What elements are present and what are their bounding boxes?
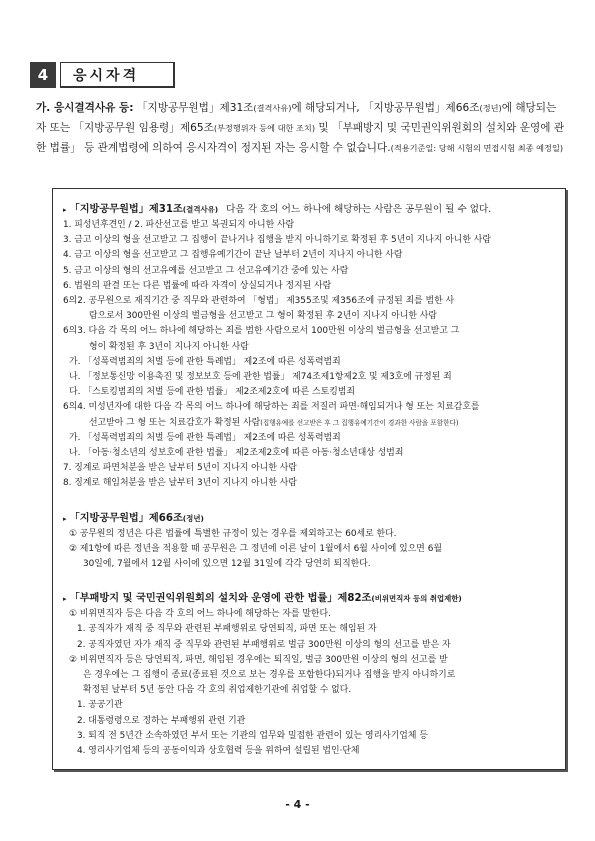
law-item (63, 729, 555, 744)
law-item-text: 은 경우에는 그 집행이 종료(종료된 것으로 보는 경우를 포함한다)되거나 집행을 받지 아니하기로 (83, 670, 456, 681)
law-item (63, 653, 555, 668)
law1-desc: 다음 각 호의 어느 하나에 해당하는 사람은 공무원이 될 수 없다. (226, 204, 492, 215)
law3-title: 「부패방지 및 국민권익위원회의 설치와 운영에 관한 법률」제82조 (69, 593, 372, 605)
law-item-text: 7. 징계로 파면처분을 받은 날부터 5년이 지나지 아니한 사람 (63, 463, 297, 474)
intro-text-3: 에 해당되는 자 또는 「지방공무원 임용령」제65조 (36, 102, 557, 134)
law-item (63, 355, 555, 370)
law-item-text: 1. 공직자가 재직 중 직무와 관련된 부패행위로 당연퇴직, 파면 또는 해임된 자 (77, 624, 377, 635)
law2-heading (63, 509, 555, 524)
law2-title-small: (정년) (182, 513, 204, 523)
law-item (63, 622, 555, 637)
law-item-text: 다. 「스토킹범죄의 처벌 등에 관한 법률」 제2조제2호에 따른 스토킹범죄 (69, 387, 355, 398)
law-item-text: 2. 대통령령으로 정하는 부패행위 관련 기관 (77, 715, 246, 726)
law-item (63, 476, 555, 491)
law-item-text: 가. 「성폭력범죄의 처벌 등에 관한 특례법」 제2조에 따른 성폭력범죄 (69, 432, 341, 443)
law-item-text: 가. 「성폭력범죄의 처벌 등에 관한 특례법」 제2조에 따른 성폭력범죄 (69, 356, 341, 367)
intro-text-1: 「지방공무원법」제31조 (133, 102, 254, 114)
intro-small-4: (적용기준일: 당해 시험의 면접시험 최종 예정일) (390, 143, 564, 153)
law-item-text: ② 제1항에 따른 정년을 적용할 때 공무원은 그 정년에 이른 날이 1월에서 6월 사이에 있으면 6월 (69, 543, 442, 554)
law-item (63, 324, 555, 339)
intro-text-4: 및 「부패방지 및 국민권익위원회의 설치와 운영에 관한 법률」 등 관계법령에 의하여 응시자격이 정지된 자는 응시할 수 없습니다. (36, 122, 565, 154)
law-item (63, 309, 555, 324)
bullet-triangle-icon: ▸ (63, 206, 67, 214)
law-item (63, 340, 555, 355)
law-item-text: ① 비위면직자 등은 다음 각 호의 어느 하나에 해당하는 자를 말한다. (69, 609, 331, 620)
law-item-text: 3. 금고 이상의 형을 선고받고 그 집행이 끝나거나 집행을 받지 아니하기로 확정된 후 5년이 지나지 아니한 사람 (63, 235, 491, 246)
page-number: - 4 - (285, 798, 310, 811)
law-item (63, 233, 555, 248)
law-item-text: 람으로서 300만원 이상의 벌금형을 선고받고 그 형이 확정된 후 2년이 지나지 아니한 사람 (89, 311, 437, 322)
law-item (63, 294, 555, 309)
law-item (63, 744, 555, 759)
law-item-text: 확정된 날부터 5년 동안 다음 각 호의 취업제한기관에 취업할 수 없다. (83, 685, 352, 696)
law-item (63, 248, 555, 263)
law1-heading (63, 200, 555, 215)
law-item-text: 5. 금고 이상의 형의 선고유예를 선고받고 그 선고유예기간 중에 있는 사람 (63, 265, 349, 276)
law1-title: 「지방공무원법」제31조 (69, 204, 183, 215)
law-item (63, 461, 555, 476)
law2-title: 「지방공무원법」제66조 (69, 512, 183, 524)
section-header (30, 62, 175, 88)
law-item (63, 557, 555, 572)
law-item-text: 8. 징계로 해임처분을 받은 날부터 3년이 지나지 아니한 사람 (63, 478, 297, 489)
law-item-text: 2. 공직자였던 자가 재직 중 직무와 관련된 부패행위로 벌금 300만원 이상의 형의 선고를 받은 자 (77, 639, 451, 650)
law2-items (63, 527, 555, 573)
law3-title-small: (비위면직자 등의 취업제한) (371, 594, 462, 604)
law1-title-small: (결격사유) (182, 205, 219, 214)
law-item (63, 385, 555, 400)
law-item-text: ② 비위면직자 등은 당연퇴직, 파면, 해임된 경우에는 퇴직일, 벌금 300만원 이상의 형의 선고를 받 (69, 654, 448, 665)
intro-small-3: (부정행위자 등에 대한 조치) (213, 123, 316, 133)
law-item-note: (집행유예를 선고받은 후 그 집행유예기간이 경과한 사람을 포함한다) (260, 418, 459, 427)
law-item-text: 4. 영리사기업체 등의 공동이익과 상호협력 등을 위하여 설립된 법인·단체 (77, 746, 360, 757)
law-item-text: 선고받아 그 형 또는 치료감호가 확정된 사람 (89, 417, 261, 428)
law-item-text: 나. 「정보통신망 이용촉진 및 정보보호 등에 관한 법률」 제74조제1항제2호 및 제3호에 규정된 죄 (69, 372, 452, 383)
law-item-text: 6의4. 미성년자에 대한 다음 각 목의 어느 하나에 해당하는 죄를 저질러 파면·해임되거나 형 또는 치료감호를 (63, 402, 480, 413)
law-item (63, 264, 555, 279)
intro-small-1: (결격사유) (253, 103, 292, 113)
bullet-triangle-icon: ▸ (63, 595, 67, 604)
law-item-text: ① 공무원의 정년은 다른 법률에 특별한 규정이 있는 경우를 제외하고는 60세로 한다. (69, 528, 397, 539)
law-item (63, 714, 555, 729)
law-item-text: 나. 「아동·청소년의 성보호에 관한 법률」 제2조제2호에 따른 아동·청소년대상 성범죄 (69, 448, 404, 459)
law-item-text: 30일에, 7월에서 12월 사이에 있으면 12월 31일에 각각 당연히 퇴직한다. (83, 559, 371, 570)
section-title: 응시자격 (60, 62, 175, 88)
law-item (63, 542, 555, 557)
law1-items (63, 218, 555, 492)
law-item-text: 형이 확정된 후 3년이 지나지 아니한 사람 (89, 341, 249, 352)
law-excerpt-box (52, 188, 566, 770)
law-item-text: 6의2. 공무원으로 재직기간 중 직무와 관련하여 「형법」 제355조및 제356조에 규정된 죄를 범한 사 (63, 296, 455, 307)
law-item-text: 4. 금고 이상의 형을 선고받고 그 집행유예기간이 끝난 날부터 2년이 지나지 아니한 사람 (63, 250, 403, 261)
law-item (63, 400, 555, 415)
law-item (63, 527, 555, 542)
bullet-triangle-icon: ▸ (63, 514, 67, 523)
intro-text-2: 에 해당되거나, 「지방공무원법」제66조 (291, 102, 480, 114)
law-item (63, 370, 555, 385)
law-item-text: 1. 피성년후견인 / 2. 파산선고를 받고 복권되지 아니한 사람 (63, 220, 295, 230)
law-item (63, 698, 555, 713)
intro-paragraph (36, 98, 566, 158)
intro-lead: 가. 응시결격사유 등: (36, 102, 134, 114)
law-item (63, 638, 555, 653)
law-item (63, 683, 555, 698)
law-item (63, 416, 555, 431)
law-item-text: 3. 퇴직 전 5년간 소속하였던 부서 또는 기관의 업무와 밀접한 관련이 있는 영리사기업체 등 (77, 730, 428, 741)
law-item (63, 668, 555, 683)
law-item (63, 218, 555, 233)
law-item-text: 1. 공공기관 (77, 700, 123, 711)
law-item (63, 279, 555, 294)
law3-heading (63, 589, 555, 604)
law-item (63, 446, 555, 461)
law-item-text: 6. 법원의 판결 또는 다른 법률에 따라 자격이 상실되거나 정지된 사람 (63, 280, 332, 291)
law-item (63, 431, 555, 446)
intro-small-2: (정년) (479, 103, 502, 113)
law3-items (63, 607, 555, 759)
law-item-text: 6의3. 다음 각 목의 어느 하나에 해당하는 죄를 범한 사람으로서 100만원 이상의 벌금형을 선고받고 그 (63, 326, 460, 337)
law-item (63, 607, 555, 622)
section-number: 4 (30, 62, 56, 88)
